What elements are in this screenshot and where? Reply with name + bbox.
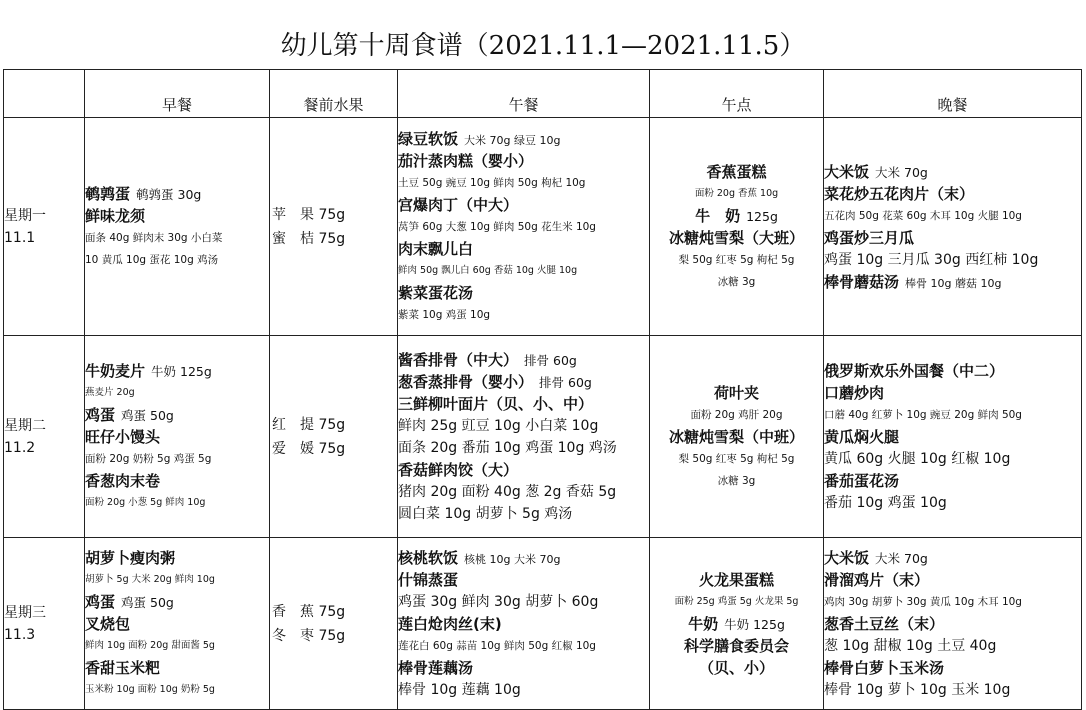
dish-line: [824, 547, 1081, 569]
ingredient-line: 面粉 20g 小葱 5g 鲜肉 10g: [85, 496, 206, 508]
dish-line: [85, 360, 269, 382]
header-lunch: 午餐: [398, 70, 650, 118]
ingredient-line: 胡萝卜 5g 大米 20g 鲜肉 10g: [85, 573, 215, 585]
ingredient-line: 面条 20g 番茄 10g 鸡蛋 10g 鸡汤: [398, 439, 617, 456]
ingredient-line: 面粉 20g 鸡肝 20g: [690, 408, 783, 421]
dish-line: [398, 613, 649, 635]
dish-line: [650, 426, 823, 448]
dish-line: [824, 271, 1081, 293]
snack-cell: [650, 118, 824, 336]
dish-line: [824, 360, 1081, 382]
dish-name: 葱香蒸排骨（婴小）: [398, 372, 534, 391]
dish-name: 番茄蛋花汤: [824, 471, 900, 490]
ingredient-line: 口蘑 40g 红萝卜 10g 豌豆 20g 鲜肉 50g: [824, 408, 1022, 421]
dish-name: 胡萝卜瘦肉粥: [85, 548, 176, 567]
fruit-item: 红 提 75g: [272, 416, 346, 433]
fruit-item: 苹 果 75g: [272, 206, 346, 223]
breakfast-cell: [85, 336, 270, 538]
dish-name: 棒骨蘑菇汤: [824, 272, 900, 291]
dish-detail: 大米 70g: [875, 550, 928, 566]
date-label: 11.2: [4, 439, 36, 456]
dish-name: 鲜味龙须: [85, 206, 146, 225]
ingredient-line: 棒骨 10g 莲藕 10g: [398, 681, 521, 698]
ingredient-line: 番茄 10g 鸡蛋 10g: [824, 494, 947, 511]
dish-line: [398, 128, 649, 150]
fruit-cell: [270, 538, 398, 710]
dish-name: 冰糖炖雪梨（中班）: [668, 427, 804, 446]
dish-line: [824, 183, 1081, 205]
dish-line: [398, 657, 649, 679]
dish-name: 绿豆软饭: [398, 129, 459, 148]
date-label: 11.1: [4, 229, 36, 246]
dish-name: 牛奶麦片: [85, 361, 146, 380]
dish-name: 香葱肉末卷: [85, 471, 161, 490]
fruit-item: 冬 枣 75g: [272, 627, 346, 644]
dish-line: [824, 161, 1081, 183]
dish-line: [650, 205, 823, 227]
dish-name: 葱香土豆丝（末）: [824, 614, 945, 633]
dish-detail: 牛奶 125g: [724, 616, 785, 632]
menu-table: [3, 69, 1082, 710]
ingredient-line: 鸡肉 30g 胡萝卜 30g 黄瓜 10g 木耳 10g: [824, 595, 1022, 608]
dish-line: [398, 282, 649, 304]
dish-name: 俄罗斯欢乐外国餐（中二）: [824, 361, 1005, 380]
dish-detail: 鸡蛋 50g: [121, 594, 174, 610]
dish-line: [650, 569, 823, 591]
ingredient-line: 圆白菜 10g 胡萝卜 5g 鸡汤: [398, 505, 573, 522]
menu-row: [4, 118, 1082, 336]
dish-line: [650, 161, 823, 183]
dish-name: 大米饭: [824, 162, 870, 181]
breakfast-cell: [85, 538, 270, 710]
dish-name: 紫菜蛋花汤: [398, 283, 474, 302]
ingredient-line: 莴笋 60g 大葱 10g 鲜肉 50g 花生米 10g: [398, 220, 596, 233]
ingredient-line: 黄瓜 60g 火腿 10g 红椒 10g: [824, 450, 1011, 467]
dish-name: 鸡蛋: [85, 592, 116, 611]
dish-detail: 牛奶 125g: [151, 363, 212, 379]
dish-line: [824, 470, 1081, 492]
dish-name: 鸡蛋: [85, 405, 116, 424]
dish-line: [85, 404, 269, 426]
ingredient-line: 五花肉 50g 花菜 60g 木耳 10g 火腿 10g: [824, 209, 1022, 222]
dish-name: 香菇鲜肉饺（大）: [398, 460, 519, 479]
dish-name: 茄汁蒸肉糕（婴小）: [398, 151, 534, 170]
dish-line: [650, 635, 823, 657]
dish-line: [824, 569, 1081, 591]
dish-name: 冰糖炖雪梨（大班）: [668, 228, 804, 247]
fruit-item: 蜜 桔 75g: [272, 230, 346, 247]
dish-line: [85, 613, 269, 635]
header-blank: [4, 70, 85, 118]
dish-name: 香蕉蛋糕: [706, 162, 767, 181]
dish-name: 鹌鹑蛋: [85, 184, 131, 203]
dish-line: [85, 205, 269, 227]
day-cell: [4, 118, 85, 336]
day-cell: [4, 336, 85, 538]
dinner-cell: [824, 538, 1082, 710]
day-label: 星期三: [4, 604, 46, 621]
dish-line: [824, 657, 1081, 679]
dish-line: [824, 613, 1081, 635]
date-label: 11.3: [4, 626, 36, 643]
header-dinner: 晚餐: [824, 70, 1082, 118]
lunch-cell: [398, 118, 650, 336]
ingredient-line: 燕麦片 20g: [85, 386, 135, 398]
lunch-cell: [398, 336, 650, 538]
dish-name: 科学膳食委员会: [683, 636, 789, 655]
day-cell: [4, 538, 85, 710]
dish-name: 黄瓜焖火腿: [824, 427, 900, 446]
header-fruit: 餐前水果: [270, 70, 398, 118]
ingredient-line: 玉米粉 10g 面粉 10g 奶粉 5g: [85, 683, 215, 695]
dish-line: [398, 459, 649, 481]
dish-name: 鸡蛋炒三月瓜: [824, 228, 915, 247]
ingredient-line: 梨 50g 红枣 5g 枸杞 5g: [678, 452, 795, 465]
day-label: 星期二: [4, 417, 46, 434]
dish-line: [85, 470, 269, 492]
ingredient-line: 鲜肉 25g 豇豆 10g 小白菜 10g: [398, 417, 599, 434]
dish-line: [85, 657, 269, 679]
dish-name: 棒骨莲藕汤: [398, 658, 474, 677]
dish-line: [85, 183, 269, 205]
ingredient-line: 紫菜 10g 鸡蛋 10g: [398, 308, 491, 321]
dish-name: 叉烧包: [85, 614, 131, 633]
dish-name: （贝、小）: [698, 658, 774, 677]
dish-name: 火龙果蛋糕: [698, 570, 774, 589]
dish-line: [398, 393, 649, 415]
dish-line: [824, 382, 1081, 404]
ingredient-line: 鲜肉 50g 飘儿白 60g 香菇 10g 火腿 10g: [398, 264, 578, 276]
ingredient-line: 鸡蛋 10g 三月瓜 30g 西红柿 10g: [824, 251, 1039, 268]
dish-line: [398, 238, 649, 260]
dish-detail: 核桃 10g 大米 70g: [464, 552, 561, 566]
dish-detail: 鹌鹑蛋 30g: [136, 186, 202, 202]
dish-line: [824, 227, 1081, 249]
ingredient-line: 面粉 20g 奶粉 5g 鸡蛋 5g: [85, 452, 212, 465]
dish-detail: 排骨 60g: [524, 352, 577, 368]
dish-name: 香甜玉米粑: [85, 658, 161, 677]
dish-line: [85, 591, 269, 613]
dish-line: [398, 547, 649, 569]
lunch-cell: [398, 538, 650, 710]
ingredient-line: 猪肉 20g 面粉 40g 葱 2g 香菇 5g: [398, 483, 617, 500]
ingredient-line: 莲花白 60g 蒜苗 10g 鲜肉 50g 红椒 10g: [398, 639, 596, 652]
dish-detail: 排骨 60g: [539, 374, 592, 390]
dish-name: 棒骨白萝卜玉米汤: [824, 658, 945, 677]
dish-name: 牛奶: [688, 614, 719, 633]
dish-detail: 棒骨 10g 蘑菇 10g: [905, 276, 1002, 290]
header-breakfast: 早餐: [85, 70, 270, 118]
ingredient-line: 冰糖 3g: [717, 275, 756, 288]
dish-detail: 鸡蛋 50g: [121, 407, 174, 423]
ingredient-line: 棒骨 10g 萝卜 10g 玉米 10g: [824, 681, 1011, 698]
ingredient-line: 面条 40g 鲜肉末 30g 小白菜: [85, 231, 223, 244]
ingredient-line: 葱 10g 甜椒 10g 土豆 40g: [824, 637, 997, 654]
dish-name: 旺仔小馒头: [85, 427, 161, 446]
ingredient-line: 梨 50g 红枣 5g 枸杞 5g: [678, 253, 795, 266]
header-snack: 午点: [650, 70, 824, 118]
dish-name: 牛 奶: [695, 206, 741, 225]
dish-detail: 大米 70g: [875, 164, 928, 180]
breakfast-cell: [85, 118, 270, 336]
ingredient-line: 面粉 20g 香蕉 10g: [694, 187, 779, 199]
dish-name: 宫爆肉丁（中大）: [398, 195, 519, 214]
dish-line: [650, 657, 823, 679]
dish-name: 菜花炒五花肉片（末）: [824, 184, 975, 203]
menu-row: [4, 336, 1082, 538]
dish-line: [85, 547, 269, 569]
page-title: 幼儿第十周食谱（2021.11.1—2021.11.5）: [280, 31, 806, 61]
dish-line: [398, 349, 649, 371]
dish-line: [398, 194, 649, 216]
dish-detail: 125g: [746, 208, 778, 224]
dish-name: 滑溜鸡片（末）: [824, 570, 930, 589]
dish-line: [650, 613, 823, 635]
fruit-item: 爱 媛 75g: [272, 440, 346, 457]
ingredient-line: 土豆 50g 豌豆 10g 鲜肉 50g 枸杞 10g: [398, 176, 586, 189]
dish-line: [398, 569, 649, 591]
dish-name: 荷叶夹: [713, 383, 759, 402]
day-label: 星期一: [4, 207, 46, 224]
dish-name: 肉末飘儿白: [398, 239, 474, 258]
ingredient-line: 鸡蛋 30g 鲜肉 30g 胡萝卜 60g: [398, 593, 599, 610]
dish-line: [824, 426, 1081, 448]
fruit-item: 香 蕉 75g: [272, 603, 346, 620]
ingredient-line: 鲜肉 10g 面粉 20g 甜面酱 5g: [85, 639, 215, 651]
dish-name: 核桃软饭: [398, 548, 459, 567]
dish-line: [650, 382, 823, 404]
menu-row: [4, 538, 1082, 710]
snack-cell: [650, 336, 824, 538]
ingredient-line: 10 黄瓜 10g 蛋花 10g 鸡汤: [85, 253, 219, 266]
dish-name: 酱香排骨（中大）: [398, 350, 519, 369]
dish-line: [398, 371, 649, 393]
dish-detail: 大米 70g 绿豆 10g: [464, 133, 561, 147]
fruit-cell: [270, 118, 398, 336]
dish-line: [650, 227, 823, 249]
ingredient-line: 冰糖 3g: [717, 474, 756, 487]
snack-cell: [650, 538, 824, 710]
dish-name: 口蘑炒肉: [824, 383, 885, 402]
fruit-cell: [270, 336, 398, 538]
dish-line: [398, 150, 649, 172]
dish-name: 三鲜柳叶面片（贝、小、中）: [398, 394, 594, 413]
dish-name: 大米饭: [824, 548, 870, 567]
header-row: [4, 70, 1082, 118]
dinner-cell: [824, 118, 1082, 336]
ingredient-line: 面粉 25g 鸡蛋 5g 火龙果 5g: [674, 595, 799, 607]
dish-name: 莲白炝肉丝(末): [398, 614, 502, 633]
dinner-cell: [824, 336, 1082, 538]
dish-name: 什锦蒸蛋: [398, 570, 459, 589]
dish-line: [85, 426, 269, 448]
